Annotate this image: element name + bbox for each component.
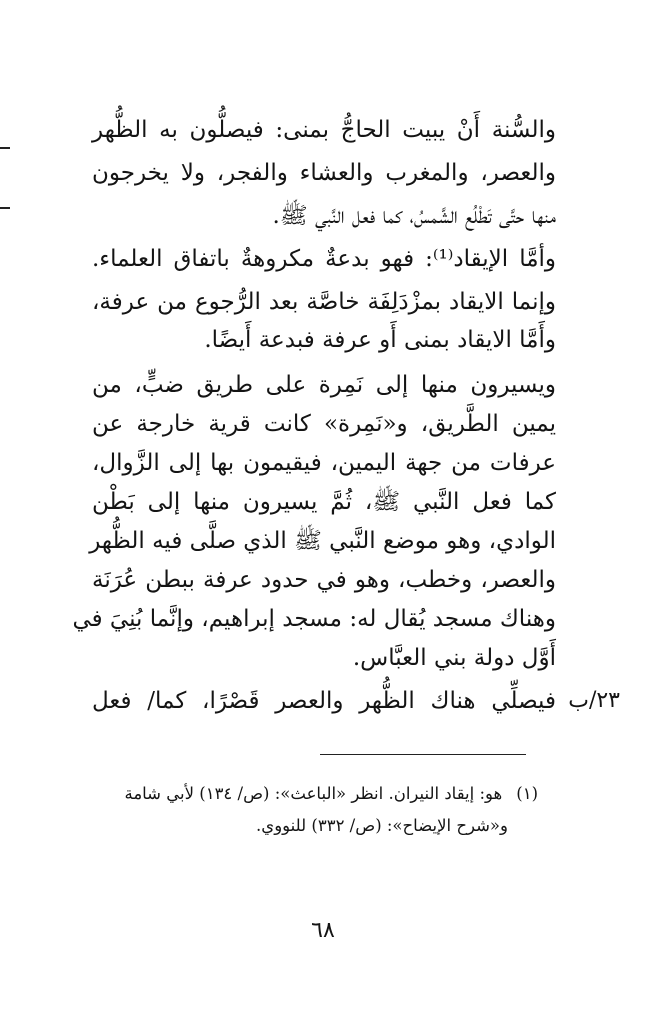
- footnote-line: [82, 780, 538, 808]
- page-number: ٦٨: [311, 918, 335, 943]
- footnote-separator: [320, 754, 526, 755]
- body-line: وأَمَّا الايقاد بمنى أَو عرفة فبدعة أَيضًا.: [204, 327, 556, 353]
- left-edge-mark: [0, 147, 10, 149]
- body-line: فيصلِّي هناك الظُّهر والعصر قَصْرًا، كما/ فعل: [92, 688, 556, 714]
- body-line: وأمَّا الإيقاد⁽¹⁾: فهو بدعةٌ مكروهةٌ باتفاق العلماء.: [92, 246, 557, 272]
- body-line: أَوَّل دولة بني العبَّاس.: [352, 645, 556, 671]
- margin-folio-note: ٢٣/ب: [568, 688, 620, 713]
- body-line: عرفات من جهة اليمين، فيقيمون بها إلى الزَّوال،: [92, 450, 556, 476]
- footnote-text: هو: إيقاد النيران. انظر «الباعث»: (ص/ ١٣٤) لأبي شامة: [124, 784, 503, 803]
- footnote-number: (١): [516, 784, 538, 803]
- body-line: كما فعل النَّبي ﷺ، ثُمَّ يسيرون منها إلى بَطْن: [92, 489, 556, 515]
- body-line: وهناك مسجد يُقال له: مسجد إبراهيم، وإنَّما بُنِيَ في: [72, 606, 556, 632]
- body-line: منها حتَّى تَطْلُع الشَّمسُ، كما فعل النَّبي ﷺ.: [272, 203, 556, 229]
- body-line: ويسيرون منها إلى نَمِرة على طريق ضبٍّ، من: [92, 372, 556, 398]
- body-line: وإنما الايقاد بمزْدَلِفَة خاصَّة بعد الرُّجوع من عرفة،: [92, 289, 556, 315]
- left-edge-mark: [0, 207, 10, 209]
- body-line: والعصر، وخطب، وهو في حدود عرفة ببطن عُرَنَة: [92, 567, 557, 593]
- body-line: والعصر، والمغرب والعشاء والفجر، ولا يخرجون: [92, 160, 556, 186]
- body-line: والسُّنة أَنْ يبيت الحاجُّ بمنى: فيصلُّون به الظُّهر: [92, 117, 556, 143]
- footnote-line: و«شرح الإيضاح»: (ص/ ٣٣٢) للنووي.: [256, 816, 508, 835]
- body-line: الوادي، وهو موضع النَّبي ﷺ الذي صلَّى فيه الظُّهر: [89, 528, 556, 554]
- body-line: يمين الطَّريق، و«نَمِرة» كانت قرية خارجة عن: [92, 411, 556, 437]
